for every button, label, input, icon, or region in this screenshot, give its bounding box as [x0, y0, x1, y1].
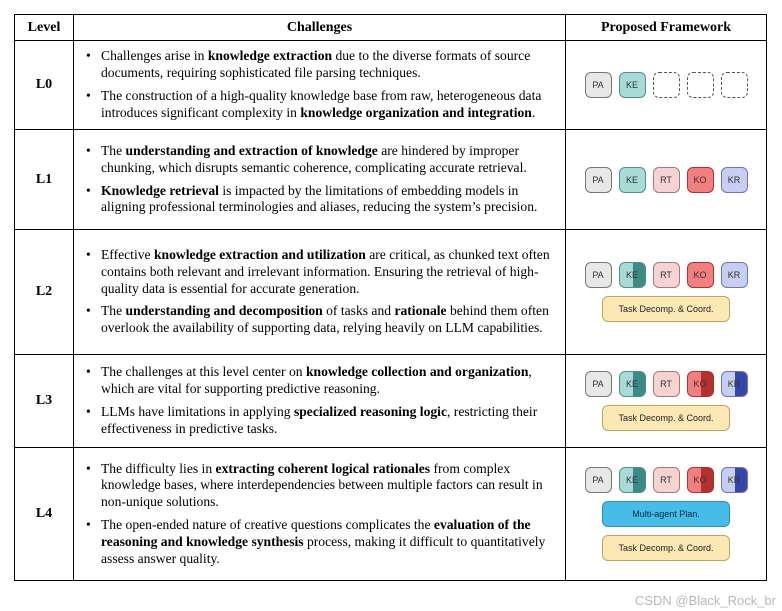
bold-text: knowledge collection and organization	[305, 364, 529, 380]
framework-cell	[566, 41, 767, 130]
challenge-bullet	[86, 303, 555, 337]
framework-cell	[566, 355, 767, 448]
bold-text: knowledge extraction	[207, 48, 333, 64]
text-run: The challenges at this level center on	[101, 364, 306, 380]
text-run: process, making it difficult to quantitatively assess answer quality.	[101, 533, 546, 566]
module-chip-label: KE	[625, 80, 638, 90]
task-decomp-box: Task Decomp. & Coord.	[602, 405, 730, 431]
bold-text: understanding and extraction of knowledge	[125, 142, 378, 158]
text-run: due to the diverse formats of source documents, requiring sophisticated file parsing techniques.	[101, 48, 531, 81]
module-chip-label: KE	[625, 475, 638, 485]
challenge-bullet	[86, 143, 555, 177]
module-chip-label: KE	[625, 379, 638, 389]
module-chip-label: KR	[727, 174, 741, 185]
table-row	[15, 230, 767, 355]
module-chip-row	[585, 167, 748, 193]
challenge-bullet	[86, 404, 555, 438]
module-chip-label: KR	[727, 379, 741, 389]
module-chip-label: KR	[727, 270, 741, 280]
module-chip-label: RT	[660, 379, 672, 389]
module-chip-pa	[585, 467, 612, 493]
module-chip-kr	[721, 167, 748, 193]
module-chip-label: KO	[693, 475, 707, 485]
bold-text: rationale	[394, 303, 447, 319]
module-chip-ko	[687, 371, 714, 397]
level-cell: L1	[15, 130, 74, 230]
module-chip-label: KO	[693, 379, 707, 389]
module-chip-label: PA	[592, 174, 604, 185]
text-run: of tasks and	[322, 303, 395, 319]
module-chip-ko	[687, 167, 714, 193]
empty-module-slot	[721, 72, 748, 98]
module-chip-pa	[585, 371, 612, 397]
module-chip-pa	[585, 167, 612, 193]
challenges-cell	[74, 355, 566, 448]
empty-module-slot	[653, 72, 680, 98]
module-chip-kr	[721, 467, 748, 493]
header-level: Level	[15, 15, 74, 41]
module-chip-label: KO	[693, 174, 707, 185]
watermark: CSDN @Black_Rock_br	[634, 593, 776, 608]
module-chip-ke	[619, 72, 646, 98]
bold-text: specialized reasoning logic	[293, 404, 447, 419]
text-run: from complex knowledge bases, where interdependencies between multiple factors can result in non-unique solutions.	[101, 460, 543, 510]
text-run: Effective	[101, 247, 154, 262]
module-chip-label: PA	[592, 475, 604, 485]
text-run: The	[101, 142, 126, 158]
task-decomp-box: Task Decomp. & Coord.	[602, 535, 730, 561]
text-run: are critical, as chunked text often contains both relevant and irrelevant information. Ensuring the retrieval of high-quality data is essential for accurate generation.	[101, 247, 550, 296]
module-chip-ke	[619, 167, 646, 193]
table-row	[15, 41, 767, 130]
challenge-bullet	[86, 183, 555, 217]
text-run: Challenges arise in	[101, 48, 208, 64]
challenges-cell	[74, 41, 566, 130]
module-chip-ko	[687, 467, 714, 493]
task-decomp-box: Task Decomp. & Coord.	[602, 296, 730, 322]
module-chip-ke	[619, 467, 646, 493]
module-chip-label: RT	[660, 270, 672, 280]
challenge-bullet	[86, 517, 555, 567]
module-chip-pa	[585, 262, 612, 288]
challenge-bullet	[86, 247, 555, 297]
module-chip-row	[585, 371, 748, 397]
module-chip-row	[585, 467, 748, 493]
table-row	[15, 355, 767, 448]
table-row	[15, 130, 767, 230]
module-chip-label: PA	[592, 270, 604, 280]
challenge-bullet	[86, 364, 555, 398]
text-run: .	[531, 104, 536, 120]
text-run: , which are vital for supporting predictive reasoning.	[101, 364, 532, 397]
framework-cell	[566, 448, 767, 581]
challenge-bullet	[86, 461, 555, 511]
header-challenges: Challenges	[74, 15, 566, 41]
bold-text: knowledge organization and integration	[300, 104, 532, 120]
table-row	[15, 448, 767, 581]
table-body	[15, 41, 767, 581]
module-chip-ko	[687, 262, 714, 288]
module-chip-label: KR	[727, 475, 741, 485]
module-chip-label: RT	[660, 174, 672, 185]
module-chip-kr	[721, 371, 748, 397]
bold-text: knowledge extraction and utilization	[153, 247, 366, 262]
challenge-bullet	[86, 48, 555, 82]
header-framework: Proposed Framework	[566, 15, 767, 41]
framework-cell	[566, 230, 767, 355]
text-run: , restricting their effectiveness in predictive tasks.	[101, 404, 538, 436]
module-chip-label: KO	[693, 270, 707, 280]
bold-text: Knowledge retrieval	[101, 182, 219, 198]
framework-cell	[566, 130, 767, 230]
bold-text: understanding and decomposition	[125, 303, 323, 319]
text-run: are hindered by improper chunking, which disrupts semantic coherence, complicating accurate retrieval.	[101, 142, 527, 175]
empty-module-slot	[687, 72, 714, 98]
module-chip-row	[585, 262, 748, 288]
module-chip-rt	[653, 371, 680, 397]
text-run: is impacted by the limitations of embedding models in aligning professional terminologies and aliases, reducing the system’s precision.	[101, 182, 538, 215]
module-chip-label: KE	[625, 270, 638, 280]
text-run: The construction of a high-quality knowledge base from raw, heterogeneous data introduces significant complexity in	[101, 88, 542, 120]
module-chip-rt	[653, 467, 680, 493]
level-cell: L3	[15, 355, 74, 448]
challenge-bullet	[86, 88, 555, 122]
text-run: The	[101, 303, 126, 319]
level-cell: L4	[15, 448, 74, 581]
module-chip-row	[585, 72, 748, 98]
challenges-cell	[74, 448, 566, 581]
header-row	[15, 15, 767, 41]
challenges-cell	[74, 230, 566, 355]
multi-agent-plan-box: Multi-agent Plan.	[602, 501, 730, 527]
module-chip-rt	[653, 167, 680, 193]
text-run: behind them often overlook the availability of supporting data, relying heavily on LLM capabilities.	[101, 303, 549, 336]
bold-text: evaluation of the reasoning and knowledge synthesis	[101, 517, 531, 549]
text-run: The open-ended nature of creative questions complicates the	[101, 517, 434, 532]
bold-text: extracting coherent logical rationales	[215, 460, 431, 476]
module-chip-label: PA	[592, 379, 604, 389]
challenges-cell	[74, 130, 566, 230]
module-chip-kr	[721, 262, 748, 288]
module-chip-label: KE	[625, 174, 638, 185]
text-run: The difficulty lies in	[101, 460, 216, 476]
module-chip-label: RT	[660, 475, 672, 485]
level-cell: L2	[15, 230, 74, 355]
level-cell: L0	[15, 41, 74, 130]
text-run: LLMs have limitations in applying	[101, 404, 294, 419]
module-chip-ke	[619, 371, 646, 397]
module-chip-rt	[653, 262, 680, 288]
module-chip-pa	[585, 72, 612, 98]
module-chip-label: PA	[592, 80, 604, 90]
challenges-table	[14, 14, 767, 581]
module-chip-ke	[619, 262, 646, 288]
